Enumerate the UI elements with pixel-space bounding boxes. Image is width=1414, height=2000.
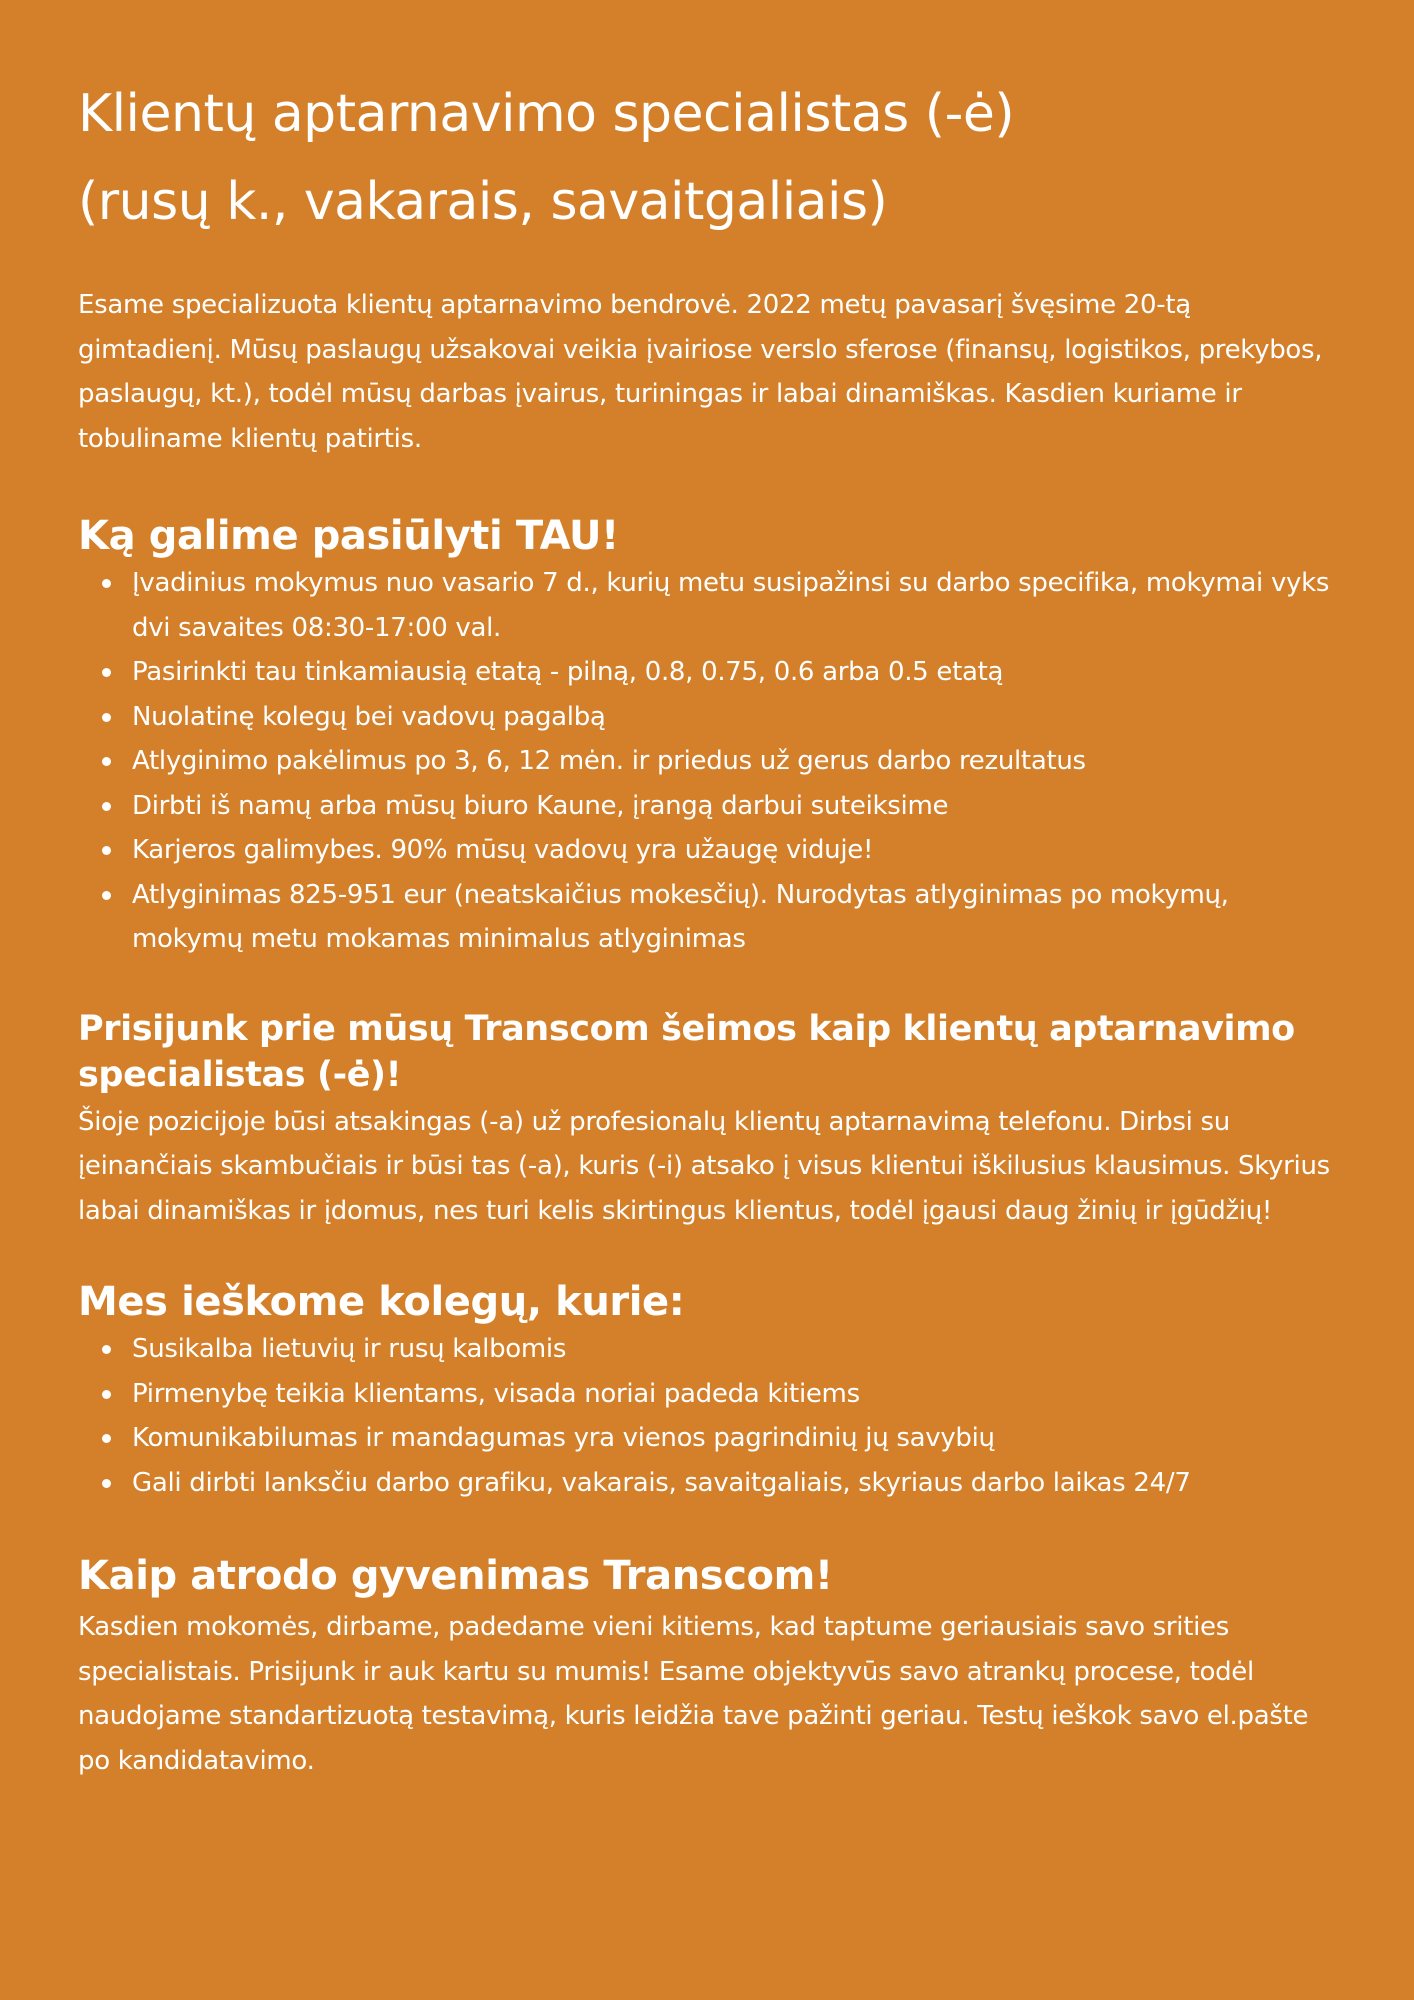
- life-heading: Kaip atrodo gyvenimas Transcom!: [78, 1553, 833, 1599]
- page-title: [78, 70, 1336, 246]
- requirement-item-4: Gali dirbti lanksčiu darbo grafiku, vakarais, savaitgaliais, skyriaus darbo laikas 24/7: [132, 1461, 1336, 1506]
- requirement-item-1: Susikalba lietuvių ir rusų kalbomis: [132, 1327, 1336, 1372]
- life-paragraph: Kasdien mokomės, dirbame, padedame vieni kitiems, kad taptume geriausiais savo srities specialistais. Prisijunk ir auk kartu su mumis! Esame objektyvūs savo atrankų procese, todėl naudojame standartizuotą testavimą, kuris leidžia tave pažinti geriau. Testų ieškok savo el.pašte po kandidatavimo.: [78, 1612, 1309, 1776]
- seek-heading: Mes ieškome kolegų, kurie:: [78, 1279, 685, 1325]
- intro-paragraph: Esame specializuota klientų aptarnavimo bendrovė. 2022 metų pavasarį švęsime 20-tą gimtadienį. Mūsų paslaugų užsakovai veikia įvairiose verslo sferose (finansų, logistikos, prekybos, paslaugų, kt.), todėl mūsų darbas įvairus, turiningas ir labai dinamiškas. Kasdien kuriame ir tobuliname klientų patirtis.: [78, 290, 1323, 454]
- requirement-item-3: Komunikabilumas ir mandagumas yra vienos pagrindinių jų savybių: [132, 1416, 1336, 1461]
- offer-item-4: Atlyginimo pakėlimus po 3, 6, 12 mėn. ir priedus už gerus darbo rezultatus: [132, 739, 1336, 784]
- page-title-line-2: (rusų k., vakarais, savaitgaliais): [78, 172, 888, 232]
- offer-item-7: Atlyginimas 825-951 eur (neatskaičius mokesčių). Nurodytas atlyginimas po mokymų, mokymų metu mokamas minimalus atlyginimas: [132, 873, 1336, 962]
- requirements-list: [78, 1327, 1336, 1505]
- offer-item-6: Karjeros galimybes. 90% mūsų vadovų yra užaugę viduje!: [132, 828, 1336, 873]
- join-heading: Prisijunk prie mūsų Transcom šeimos kaip klientų aptarnavimo specialistas (-ė)!: [78, 1008, 1295, 1095]
- join-paragraph: Šioje pozicijoje būsi atsakingas (-a) už profesionalų klientų aptarnavimą telefonu. Dirbsi su įeinančiais skambučiais ir būsi tas (-a), kuris (-i) atsako į visus klientui iškilusius klausimus. Skyrius labai dinamiškas ir įdomus, nes turi kelis skirtingus klientus, todėl įgausi daug žinių ir įgūdžių!: [78, 1106, 1330, 1226]
- offer-heading: Ką galime pasiūlyti TAU!: [78, 513, 619, 559]
- offer-item-3: Nuolatinę kolegų bei vadovų pagalbą: [132, 695, 1336, 740]
- page-title-line-1: Klientų aptarnavimo specialistas (-ė): [78, 84, 1015, 144]
- offer-item-2: Pasirinkti tau tinkamiausią etatą - pilną, 0.8, 0.75, 0.6 arba 0.5 etatą: [132, 650, 1336, 695]
- offer-item-1: Įvadinius mokymus nuo vasario 7 d., kurių metu susipažinsi su darbo specifika, mokymai vyks dvi savaites 08:30-17:00 val.: [132, 561, 1336, 650]
- requirement-item-2: Pirmenybę teikia klientams, visada noriai padeda kitiems: [132, 1372, 1336, 1417]
- offer-list: [78, 561, 1336, 962]
- offer-item-5: Dirbti iš namų arba mūsų biuro Kaune, įrangą darbui suteiksime: [132, 784, 1336, 829]
